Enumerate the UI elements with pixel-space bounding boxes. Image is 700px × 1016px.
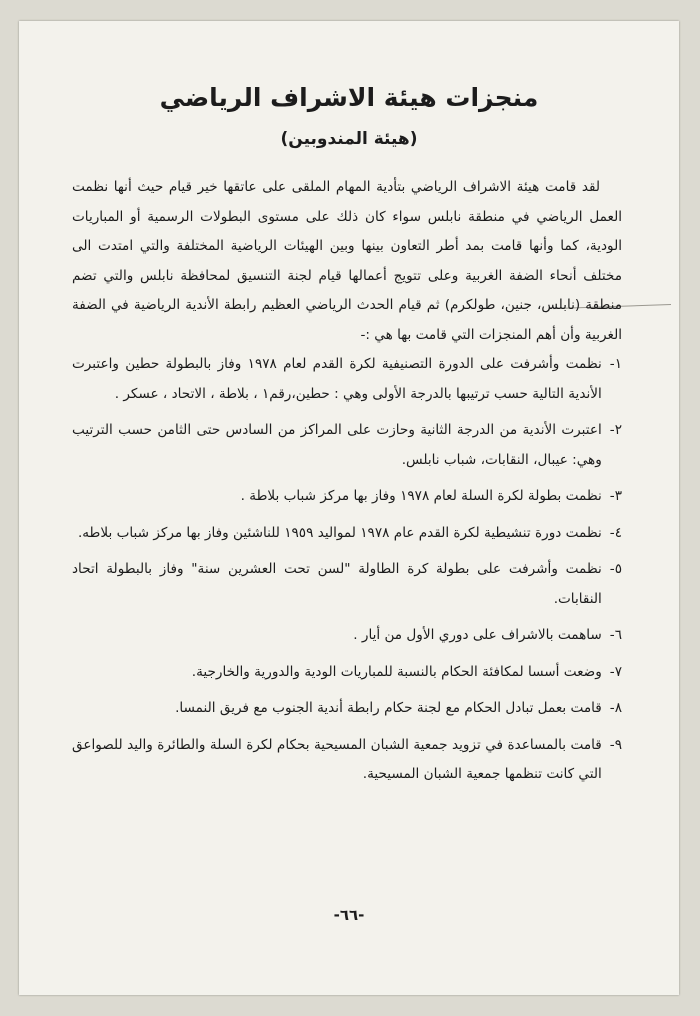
- item-text: نظمت وأشرفت على بطولة كرة الطاولة "لسن تحت العشرين سنة" وفاز بالبطولة اتحاد النقابات.: [72, 561, 602, 607]
- item-number: ٨-: [609, 700, 622, 716]
- item-number: ٩-: [609, 736, 622, 753]
- list-item: [72, 621, 622, 651]
- achievements-list: [72, 350, 622, 790]
- item-text: قامت بالمساعدة في تزويد جمعية الشبان المسيحية بحكام لكرة السلة والطائرة واليد للصواعق التي كانت تنظمها جمعية الشبان المسيحية.: [72, 736, 602, 782]
- item-number: ٤-: [609, 524, 622, 541]
- item-text: ساهمت بالاشراف على دوري الأول من أيار .: [353, 627, 602, 643]
- list-item: [72, 416, 622, 475]
- list-item: [72, 482, 622, 512]
- intro-paragraph: لقد قامت هيئة الاشراف الرياضي بتأدية المهام الملقى على عاتقها خير قيام حيث أنها نظمت العمل الرياضي في منطقة نابلس سواء كان ذلك على مستوى البطولات الرسمية أو المباريات الودية، كما وأنها قامت بمد أطر التعاون بينها وبين الهيئات الرياضية المختلفة والتي امتدت الى مختلف أنحاء الضفة الغربية وعلى تتويج أعمالها قيام لجنة التنسيق لمحافظة نابلس والتي تضم منطقة (نابلس، جنين، طولكرم) ثم قيام الحدث الرياضي العظيم رابطة الأندية الرياضية في الضفة الغربية وأن أهم المنجزات التي قامت بها هي :-: [72, 179, 622, 343]
- list-item: [72, 694, 622, 724]
- item-text: قامت بعمل تبادل الحكام مع لجنة حكام رابطة أندية الجنوب مع فريق النمسا.: [175, 700, 602, 716]
- item-number: ٣-: [609, 488, 622, 504]
- item-text: اعتبرت الأندية من الدرجة الثانية وحازت على المراكز من السادس حتى الثامن حسب الترتيب وهي: عيبال، النقابات، شباب نابلس.: [72, 422, 602, 468]
- item-text: نظمت دورة تنشيطية لكرة القدم عام ١٩٧٨ لمواليد ١٩٥٩ للناشئين وفاز بها مركز شباب بلاطه.: [77, 524, 602, 541]
- document-body: [72, 173, 622, 797]
- page-number: -٦٦-: [333, 906, 365, 924]
- item-number: ٥-: [609, 561, 622, 577]
- list-item: [72, 555, 622, 614]
- item-text: وضعت أسسا لمكافئة الحكام بالنسبة للمباريات الودية والدورية والخارجية.: [191, 663, 602, 680]
- item-text: نظمت بطولة لكرة السلة لعام ١٩٧٨ وفاز بها مركز شباب بلاطة .: [240, 488, 602, 504]
- item-text: نظمت وأشرفت على الدورة التصنيفية لكرة القدم لعام ١٩٧٨ وفاز بالبطولة حطين واعتبرت الأندية التالية حسب ترتيبها بالدرجة الأولى وهي : حطين،رقم١ ، بلاطة ، الاتحاد ، عسكر .: [72, 356, 602, 402]
- page-title: منجزات هيئة الاشراف الرياضي: [159, 83, 539, 112]
- item-number: ٢-: [609, 422, 622, 438]
- item-number: ٧-: [609, 663, 622, 680]
- list-item: [72, 350, 622, 409]
- document-page: [19, 21, 679, 995]
- list-item: [72, 731, 622, 790]
- item-number: ١-: [609, 356, 622, 372]
- item-number: ٦-: [609, 627, 622, 643]
- page-subtitle: (هيئة المندوبين): [280, 129, 418, 149]
- list-item: [72, 519, 622, 549]
- list-item: [72, 658, 622, 688]
